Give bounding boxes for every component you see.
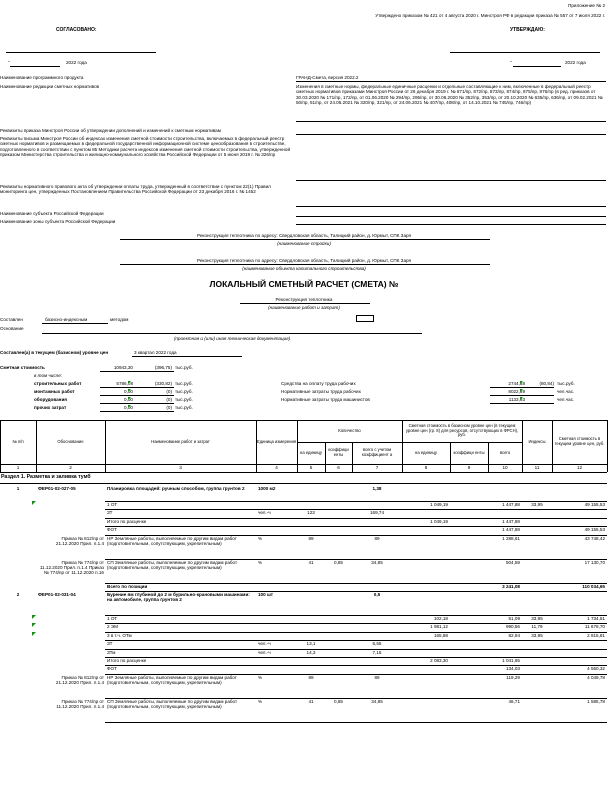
labor-row-unit: чел.час. [557,389,575,394]
labor-details-underline [296,206,606,207]
approval-order-note: Утверждено приказом № 421 от 4 августа 2020 г. Минстроя РФ в редакции приказа № 557 от 7 июля 2022 г. [375,13,605,18]
row-name: Итого по расценке [107,518,147,524]
column-number: 12 [576,465,583,470]
labor-row-unit: тыс.руб. [557,381,575,386]
estimated-cost-unit: тыс.руб. [175,365,193,370]
column-number: 8 [424,465,428,470]
row-number: 2 [16,592,20,597]
row-basis: ФЕР01-02-027-05 [38,486,76,491]
row-name: НР Земляные работы, выполняемые по другим видам работ (подготовительным, сопутствующим, укрепительным) [107,535,237,546]
row-name: 2 ЭМ [107,624,118,630]
method-value: базисно-индексным [45,317,88,322]
row-unit: 100 шт [258,592,274,597]
cost-row-current: 0,00 [124,405,133,410]
agreed-quote: " [8,60,10,65]
row-qty-coef: 0,85 [334,559,343,565]
green-marker [32,615,36,619]
column-number: 6 [337,465,340,470]
subject-underline [296,216,606,217]
row-qty-total: 34,85 [371,559,383,565]
row-index: 33,95 [531,616,543,621]
estimated-cost-current: 10943,30 [113,365,133,370]
row-current-cost: 11 678,70 [584,624,605,630]
cost-row-base: (330,82) [154,381,172,386]
row-current-cost: 49 155,53 [584,527,605,533]
editions-label: Наименование редакции сметных нормативов [0,84,100,89]
column-header: Сметная стоимость в базисном уровне цен (в текущем уровне цен (гр. 8) для ресурсов, отсутствующих в ФРСН), руб. [405,422,519,438]
subject-label: Наименование субъекта Российской Федерации [0,211,104,216]
cost-row-label: строительных работ [34,381,82,386]
green-marker [32,501,36,505]
editions-underline [296,121,606,122]
row-basis: ФЕР01-02-031-04 [38,592,76,597]
cost-row-unit: тыс.руб. [175,397,193,402]
row-qty-per-unit: 89 [308,674,314,680]
section-border [0,483,607,484]
row-base-total: 3 241,08 [502,583,520,589]
labor-row-underline [490,395,554,396]
row-qty-per-unit: 41 [308,698,314,704]
cost-row-underline [100,395,174,396]
zone-label: Наименование зоны субъекта Российской Федерации [0,219,116,224]
including-label: в том числе: [34,373,63,378]
column-number: 5 [309,465,313,470]
row-base-per-unit: 1 049,19 [430,502,448,507]
labor-row-label: Средства на оплату труда рабочих [281,381,356,386]
work-underline [240,303,370,304]
labor-details-label: Реквизиты нормативного правового акта об утверждении оплаты труда, утвержденный в соответствии с пунктом 22(1) Правил мониторинга цен, утвержденных Постановлением Правительства Российской Федерации от 23 декабря 2016 г. № 1452 [0,184,271,195]
row-name: СП Земляные работы, выполняемые по другим видам работ (подготовительным, сопутствующим, укрепительным) [107,698,238,710]
labor-row-unit: чел.час. [557,397,575,402]
row-basis: Приказ № 774/пр от 11.12.2020 Прил. п.1.4 Приказ № 774/пр от 11.12.2020 п.16 [39,559,104,576]
agreed-date-line [10,66,60,67]
column-number: 7 [375,465,379,470]
row-name: СП Земляные работы, выполняемые по другим видам работ (подготовительным, сопутствующим, укрепительным) [107,559,238,570]
labor-row-label: Нормативные затраты труда рабочих [281,389,361,394]
agreed-year: 2022 года [66,60,87,65]
row-name: ФОТ [107,666,117,672]
row-basis: Приказ № 774/пр от 11.12.2020 Прил. п.1.4 [56,698,104,710]
section-title: Раздел 1. Разметка и заливка тумб [1,474,91,480]
estimated-cost-base: (396,75) [154,365,172,370]
row-base-total: 51,09 [508,616,520,621]
row-qty-coef: 0,85 [334,698,343,704]
row-name: Итого по расценке [107,658,147,663]
row-current-cost: 1 734,51 [587,616,605,621]
row-base-total: 1 447,88 [502,527,520,533]
estimate-title: ЛОКАЛЬНЫЙ СМЕТНЫЙ РАСЧЕТ (СМЕТА) № [209,279,399,289]
row-base-per-unit: 2 083,30 [430,658,448,663]
labor-row-current: 1133,93 [508,397,525,402]
cost-row-base: (0) [166,389,172,394]
row-current-cost: 17 130,70 [584,559,605,565]
row-base-total: 504,59 [505,559,520,565]
row-bottom-border [105,722,607,723]
row-current-cost: 1 585,78 [587,698,605,704]
approved-date-line [513,66,561,67]
cost-row-marker [128,397,131,400]
labor-row-underline [490,387,554,388]
row-base-per-unit: 1 981,12 [430,624,448,630]
row-qty-total: 89 [374,674,380,680]
price-level-value: 3 квартал 2022 года [134,350,177,355]
order-details-underline [296,134,606,135]
cost-row-marker [128,405,131,408]
row-name: ФОТ [107,527,117,533]
row-current-cost: 49 155,53 [584,502,605,507]
row-unit: % [258,559,263,565]
labor-row-marker [520,381,523,384]
letter-details-label: Реквизиты письма Минстроя России об индексах изменения сметной стоимости строительства, включаемых в федеральный реестр сметных нормативов и размещаемых в федеральной государственной информационной системе ценообразования в строительстве, подготовленного в соответствии с пунктом 85 Методики расчета индексов изменения сметной стоимости строительства, утвержденной приказом Министерства строительства и жилищно-коммунального хозяйства Российской Федерации от 5 июня 2019 г. № 326/пр [0,136,291,157]
approved-heading: УТВЕРЖДАЮ: [510,27,545,33]
row-qty-total: 34,85 [371,698,383,704]
cost-row-current: 0,00 [124,389,133,394]
column-header: всего [499,449,511,455]
cost-row-label: прочих затрат [34,405,67,410]
row-base-total: 1 447,88 [502,518,520,524]
cost-row-current: 5786,08 [116,381,133,386]
row-base-total: 990,56 [505,624,520,630]
column-header: всего с учетом коэффициент а [361,447,393,457]
row-base-total: 134,03 [505,666,520,672]
row-qty-total: 89 [374,535,380,541]
estimated-cost-label: Сметная стоимость [0,365,45,370]
agreed-signature-line [6,52,156,53]
appendix-label: Приложение № 2 [568,3,605,8]
method-suffix: методом [110,317,129,322]
labor-row-underline [490,403,554,404]
software-underline [296,81,606,82]
column-header: на единицу [300,449,322,455]
column-header: Индексы [528,438,546,444]
row-index: 33,95 [531,632,543,638]
column-number: 1 [16,465,20,470]
estimated-cost-underline [100,371,174,372]
object-underline [120,264,490,265]
labor-row-label: Нормативные затраты труда машинистов [281,397,370,402]
column-number: 10 [502,465,508,470]
labor-row-base: (80,84) [539,381,554,386]
cost-row-unit: тыс.руб. [175,381,193,386]
row-current-cost: 43 748,42 [584,535,605,541]
construction-caption: (наименование стройки) [277,241,331,246]
cost-row-base: (0) [166,397,172,402]
row-name: 3 в т.ч. ОТм [107,632,132,638]
row-qty-total: 169,74 [369,510,385,516]
labor-row-marker [520,397,523,400]
labor-row-current: 2744,88 [508,381,525,386]
column-header: коэффици енты [328,447,349,457]
column-header: № п/п [12,438,24,444]
row-name: ЗТм [107,649,116,655]
work-name: Реконструкция теплотника [275,297,333,302]
row-current-cost: 4 550,32 [587,666,605,672]
construction-name: Реконструкция теплотника по адресу: Свердловская область, Талицкий район, д. Юрмыт, СПК Заря [196,233,412,238]
cost-row-marker [128,389,131,392]
row-unit: % [258,698,263,704]
row-unit: чел.-ч [258,641,271,647]
row-index: 33,95 [531,502,543,507]
row-qty-total: 7,15 [372,649,382,655]
column-number: 2 [69,465,72,470]
column-header: Единица измерения [256,438,297,444]
row-unit: чел.-ч [258,510,271,516]
zone-underline [296,224,606,225]
row-base-per-unit: 165,88 [433,632,448,638]
letter-details-underline [296,180,606,181]
green-marker [32,632,36,636]
price-level-underline [132,356,242,357]
row-name: Планировка площадей: ручным способом, группа грунтов 2 [107,486,245,491]
construction-underline [120,239,490,240]
row-base-per-unit: 102,18 [433,616,448,621]
row-qty-per-unit: 123 [307,510,315,516]
basis-label: Основание [0,326,24,331]
cost-row-label: монтажных работ [34,389,75,394]
row-name: 1 ОТ [107,502,118,507]
row-name: 1 ОТ [107,616,118,621]
selected-cell[interactable] [356,315,374,322]
column-number: 3 [179,465,182,470]
row-name: Бурение ям глубиной до 2 м бурильно-крановыми машинами: на автомобиле, группа грунтов 2 [107,592,250,603]
basis-underline [42,333,422,334]
row-qty-per-unit: 89 [308,535,314,541]
method-underline [42,323,108,324]
row-basis: Приказ № 812/пр от 21.12.2020 Прил. п.1.4 [55,535,104,546]
software-label: Наименование программного продукта [0,75,84,80]
object-name: Реконструкция теплотника по адресу: Свердловская область, Талицкий район, д. Юрмыт, СПК Заря [196,258,412,263]
row-basis: Приказ № 812/пр от 21.12.2020 Прил. п.1.4 [55,674,104,686]
row-qty-total: 0,5 [373,592,381,597]
row-name: ЗТ [107,641,113,647]
row-base-per-unit: 1 049,19 [430,518,448,524]
column-header: коэффици енты [453,449,485,455]
row-unit: % [258,674,263,680]
column-header: Сметная стоимость в текущем уровне цен, руб. [554,436,605,446]
cost-row-base: (0) [166,405,172,410]
column-header: на единицу [415,449,437,455]
labor-row-marker [520,389,523,392]
row-current-cost: 110 034,65 [582,583,605,589]
row-unit: чел.-ч [258,649,271,655]
row-qty-total: 6,55 [372,641,382,647]
header-bottom-border [0,472,607,473]
editions-value: Изменения в сметные нормы, федеральные единичные расценки и отдельные составляющие к ним, включенные в федеральный реестр сметных нормативов приказами Минстроя России от 26 декабря 2019 г. № 871/пр, 872/пр, 873/пр, 874/пр, 875/пр, 876/пр (в ред. приказов от 30.03.2020 № 171/пр, 172/пр, от 01.06.2020 № 294/пр, 295/пр, от 30.06.2020 № 352/пр, 353/пр, от 20.10.2020 № 635/пр, 636/пр, от 09.02.2021 № 50/пр, 51/пр, от 24.05.2021 № 320/пр, 321/пр, от 24.06.2021 № 407/пр, 408/пр, от 14.10.2021 № 745/пр, 746/пр) [296,84,603,105]
approved-signature-line [450,52,600,53]
cost-row-label: оборудования [34,397,67,402]
row-name: ЗТ [107,510,113,516]
column-header: Наименование работ и затрат [151,438,210,444]
column-header: Обоснование [57,438,84,444]
approved-quote: " [510,60,512,65]
row-unit: % [258,535,263,541]
row-name: НР Земляные работы, выполняемые по другим видам работ (подготовительным, сопутствующим, укрепительным) [107,674,237,686]
cost-row-underline [100,403,174,404]
object-caption: (наименование объекта капитального строительства) [242,266,366,271]
row-qty-per-unit: 13,1 [306,641,316,647]
row-current-cost: 4 049,78 [587,674,605,680]
order-details-label: Реквизиты приказа Минстроя России об утверждении дополнений и изменений к сметным нормативам [0,128,221,133]
row-qty-per-unit: 41 [308,559,314,565]
agreed-heading: СОГЛАСОВАНО: [56,27,97,33]
row-index: 11,79 [531,624,543,630]
cost-row-marker [128,381,131,384]
row-unit: 1000 м2 [258,486,276,491]
row-qty-total: 1,38 [372,486,382,491]
cost-row-unit: тыс.руб. [175,389,193,394]
approved-year: 2022 года [565,60,586,65]
cost-row-underline [100,387,174,388]
row-current-cost: 2 815,81 [587,632,605,638]
work-caption: (наименование работ и затрат) [268,305,340,310]
row-base-total: 1 288,61 [502,535,520,541]
green-marker [32,623,36,627]
labor-row-current: 8022,89 [508,389,525,394]
row-qty-per-unit: 14,3 [306,649,316,655]
cost-row-current: 0,00 [124,397,133,402]
row-name: Всего по позиции [107,583,148,589]
row-base-total: 119,29 [506,674,520,680]
cost-row-underline [100,411,174,412]
column-number: 11 [534,465,540,470]
basis-caption: (проектная и (или) иная техническая документация) [173,336,291,341]
row-base-total: 1 041,65 [502,658,520,663]
row-base-total: 46,71 [508,698,520,704]
row-base-total: 82,94 [508,632,520,638]
row-base-total: 1 447,88 [502,502,520,507]
column-header: Количество [338,427,361,433]
row-number: 1 [16,486,20,491]
column-number: 4 [275,465,278,470]
cost-row-unit: тыс.руб. [175,405,193,410]
price-level-label: Составлен(а) в текущем (базисном) уровне цен [0,350,109,355]
column-number: 9 [467,465,471,470]
software-value: ГРАНД-Смета, версия 2022.2 [296,75,359,80]
method-label: Составлен [0,317,23,322]
